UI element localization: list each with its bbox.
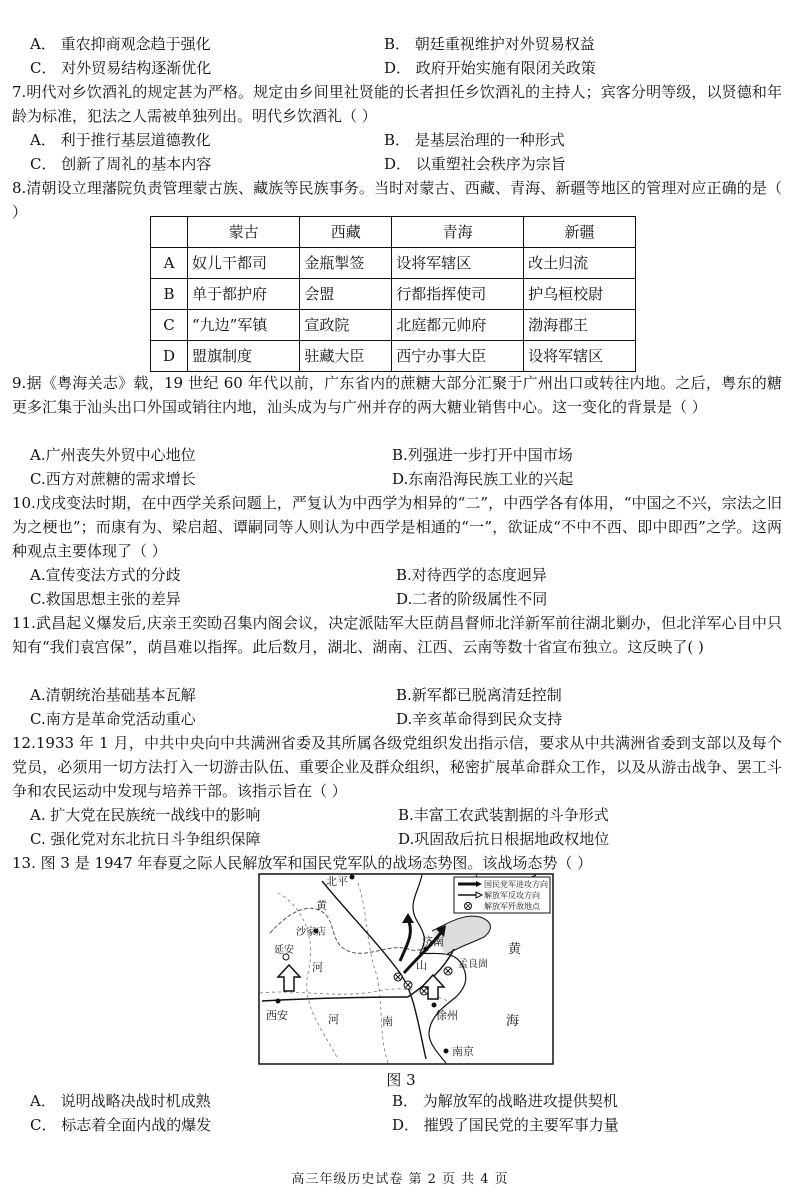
q7-options-row-1 bbox=[0, 128, 800, 152]
q13-option-a: A． 说明战略决战时机成熟 bbox=[30, 1092, 211, 1110]
q8-stem: 8.清朝设立理藩院负责管理蒙古族、藏族等民族事务。当时对蒙古、西藏、青海、新疆等地区的管理对应正确的是（ ） bbox=[12, 179, 782, 221]
map-label-nanjing: 南京 bbox=[452, 1046, 474, 1058]
table-cell: 驻藏大臣 bbox=[300, 341, 392, 372]
table-cell: 行都指挥使司 bbox=[392, 279, 524, 310]
city-dot bbox=[350, 875, 355, 880]
q9-option-d: D.东南沿海民族工业的兴起 bbox=[392, 470, 574, 488]
map-label-yanan: 延安 bbox=[274, 945, 294, 956]
table-row bbox=[151, 341, 636, 372]
legend-label: 国民党军进攻方向 bbox=[484, 880, 548, 889]
q11-option-c: C.南方是革命党活动重心 bbox=[30, 710, 196, 728]
q10-stem: 10.戊戌变法时期，在中西学关系问题上，严复认为中西学为相异的“二”，中西学各有体用，“中国之不兴，宗法之旧为之梗也”；而康有为、梁启超、谭嗣同等人则认为中西学是相通的“一”，欲证成“不中不西、即中即西”之学。这两种观点主要体现了（ ） bbox=[12, 494, 782, 560]
legend-label: 解放军反攻方向 bbox=[484, 891, 540, 900]
map-label-beiping: 北平 bbox=[326, 876, 348, 888]
q8-table-header bbox=[151, 217, 636, 248]
table-cell: B bbox=[151, 279, 188, 310]
table-cell: C bbox=[151, 310, 188, 341]
q7-option-a: A． 利于推行基层道德教化 bbox=[30, 131, 211, 149]
q10-options-row-2 bbox=[0, 587, 800, 611]
table-row bbox=[151, 279, 636, 310]
q10-option-b: B.对待西学的态度迥异 bbox=[396, 566, 547, 584]
map-water-label: 海 bbox=[506, 1013, 520, 1028]
q12-option-a: A. 扩大党在民族统一战线中的影响 bbox=[30, 806, 261, 824]
q11-options-row-1 bbox=[0, 683, 800, 707]
pla-annihilation-point-icon bbox=[394, 973, 402, 981]
table-cell: D bbox=[151, 341, 188, 372]
q12-stem: 12.1933 年 1 月，中共中央向中共满洲省委及其所属各级党组织发出指示信，要求从中共满洲省委到支部以及每个党员，必须用一切方法打入一切游击队伍、重要企业及群众组织，秘密扩展革命群众工作，以及从游击战争、罢工斗争和农民运动中发现与培养干部。该指示旨在（ ） bbox=[12, 734, 782, 800]
q7-option-b: B． 是基层治理的一种形式 bbox=[384, 131, 565, 149]
q11-option-b: B.新军都已脱离清廷控制 bbox=[396, 686, 562, 704]
table-row bbox=[151, 310, 636, 341]
q6-options-row-1 bbox=[0, 32, 800, 56]
q13-option-d: D． 摧毁了国民党的主要军事力量 bbox=[392, 1116, 619, 1134]
pla-annihilation-point-icon bbox=[404, 981, 412, 989]
q13-option-c: C． 标志着全面内战的爆发 bbox=[30, 1116, 212, 1134]
q9-options-row-2 bbox=[0, 467, 800, 491]
map-water-label: 黄 bbox=[316, 900, 327, 912]
q13-options-row-1 bbox=[0, 1089, 800, 1113]
figure-caption: 图 3 bbox=[386, 1071, 416, 1089]
q8-header-cell: 蒙古 bbox=[188, 217, 300, 248]
q9-option-c: C.西方对蔗糖的需求增长 bbox=[30, 470, 196, 488]
q10-option-d: D.二者的阶级属性不同 bbox=[396, 590, 548, 608]
q8-table bbox=[150, 216, 636, 372]
map-label-xuzhou: 徐州 bbox=[436, 1010, 458, 1022]
map-label-shajiadian: 沙家店 bbox=[296, 927, 326, 938]
map-label-shandong: 山 bbox=[416, 960, 427, 972]
q6-option-c: C． 对外贸易结构逐渐优化 bbox=[30, 59, 212, 77]
table-cell: 设将军辖区 bbox=[524, 341, 636, 372]
q7-option-c: C． 创新了周礼的基本内容 bbox=[30, 155, 212, 173]
q12-option-c: C. 强化党对东北抗日斗争组织保障 bbox=[30, 830, 261, 848]
q13-option-b: B． 为解放军的战略进攻提供契机 bbox=[392, 1092, 618, 1110]
q6-options-row-2 bbox=[0, 56, 800, 80]
q13-stem: 13. 图 3 是 1947 年春夏之际人民解放军和国民党军队的战场态势图。该战场态势（ ） bbox=[12, 854, 593, 872]
table-row bbox=[151, 248, 636, 279]
q7-stem: 7.明代对乡饮酒礼的规定甚为严格。规定由乡间里社贤能的长者担任乡饮酒礼的主持人；宾客分明等级，以贤德和年龄为标准，犯法之人需被单独列出。明代乡饮酒礼（ ） bbox=[12, 83, 782, 125]
map-water-label: 河 bbox=[312, 962, 323, 974]
legend-annihilation-icon bbox=[465, 903, 472, 910]
q9-stem: 9.据《粤海关志》载，19 世纪 60 年代以前，广东省内的蔗糖大部分汇聚于广州出口或转往内地。之后，粤东的糖更多汇集于汕头出口外国或销往内地，汕头成为与广州并存的两大糖业销售中心。这一变化的背景是（ ） bbox=[12, 374, 782, 416]
table-cell: 奴儿干都司 bbox=[188, 248, 300, 279]
pla-annihilation-point-icon bbox=[420, 987, 428, 995]
table-cell: A bbox=[151, 248, 188, 279]
table-cell: 宣政院 bbox=[300, 310, 392, 341]
q6-option-b: B． 朝廷重视维护对外贸易权益 bbox=[384, 35, 595, 53]
table-cell: 设将军辖区 bbox=[392, 248, 524, 279]
page-footer: 高三年级历史试卷 第 2 页 共 4 页 bbox=[291, 1172, 509, 1187]
q12-option-b: B.丰富工农武装割据的斗争形式 bbox=[398, 806, 609, 824]
q7-option-d: D． 以重塑社会秩序为宗旨 bbox=[384, 155, 566, 173]
q10-option-c: C.救国思想主张的差异 bbox=[30, 590, 181, 608]
q9-option-a: A.广州丧失外贸中心地位 bbox=[30, 446, 196, 464]
map-water-label: 河 bbox=[328, 1014, 339, 1026]
table-cell: 盟旗制度 bbox=[188, 341, 300, 372]
pla-annihilation-point-icon bbox=[444, 967, 452, 975]
q10-option-a: A.宣传变法方式的分歧 bbox=[30, 566, 181, 584]
q11-stem: 11.武昌起义爆发后,庆亲王奕劻召集内阁会议，决定派陆军大臣荫昌督师北洋新军前往湖北剿办，但北洋军心目中只知有“我们袁宫保”，荫昌难以指挥。此后数月，湖北、湖南、江西、云南等数十省宣布独立。这反映了( ) bbox=[12, 614, 782, 656]
q12-options-row-2 bbox=[0, 827, 800, 851]
q9-option-b: B.列强进一步打开中国市场 bbox=[392, 446, 573, 464]
q8-header-cell: 青海 bbox=[392, 217, 524, 248]
table-cell: “九边”军镇 bbox=[188, 310, 300, 341]
map-label-menglianggu: 孟良崮 bbox=[458, 959, 488, 970]
map-label-jinan: 济南 bbox=[422, 936, 444, 948]
q8-header-cell: 西藏 bbox=[300, 217, 392, 248]
table-cell: 金瓶掣签 bbox=[300, 248, 392, 279]
table-cell: 西宁办事大臣 bbox=[392, 341, 524, 372]
legend-label: 解放军歼敌地点 bbox=[484, 902, 540, 911]
q10-options-row-1 bbox=[0, 563, 800, 587]
table-cell: 会盟 bbox=[300, 279, 392, 310]
table-cell: 渤海郡王 bbox=[524, 310, 636, 341]
q8-header-cell: 新疆 bbox=[524, 217, 636, 248]
map-water-label: 南 bbox=[382, 1016, 393, 1028]
q7-options-row-2 bbox=[0, 152, 800, 176]
q11-option-a: A.清朝统治基础基本瓦解 bbox=[30, 686, 196, 704]
battle-situation-map bbox=[258, 873, 554, 1065]
map-water-label: 黄 bbox=[508, 941, 522, 956]
city-dot bbox=[444, 1049, 449, 1054]
map-label-xian: 西安 bbox=[266, 1010, 288, 1022]
q6-option-a: A． 重农抑商观念趋于强化 bbox=[30, 35, 211, 53]
q11-options-row-2 bbox=[0, 707, 800, 731]
table-cell: 改土归流 bbox=[524, 248, 636, 279]
q11-option-d: D.辛亥革命得到民众支持 bbox=[396, 710, 563, 728]
q6-option-d: D． 政府开始实施有限闭关政策 bbox=[384, 59, 596, 77]
q13-options-row-2 bbox=[0, 1113, 800, 1137]
q12-options-row-1 bbox=[0, 803, 800, 827]
q12-option-d: D.巩固敌后抗日根据地政权地位 bbox=[398, 830, 610, 848]
city-dot bbox=[432, 1003, 437, 1008]
table-cell: 北庭都元帅府 bbox=[392, 310, 524, 341]
table-cell: 护乌桓校尉 bbox=[524, 279, 636, 310]
table-cell: 单于都护府 bbox=[188, 279, 300, 310]
q9-options-row-1 bbox=[0, 443, 800, 467]
q8-header-cell bbox=[151, 217, 188, 248]
city-dot bbox=[276, 999, 281, 1004]
